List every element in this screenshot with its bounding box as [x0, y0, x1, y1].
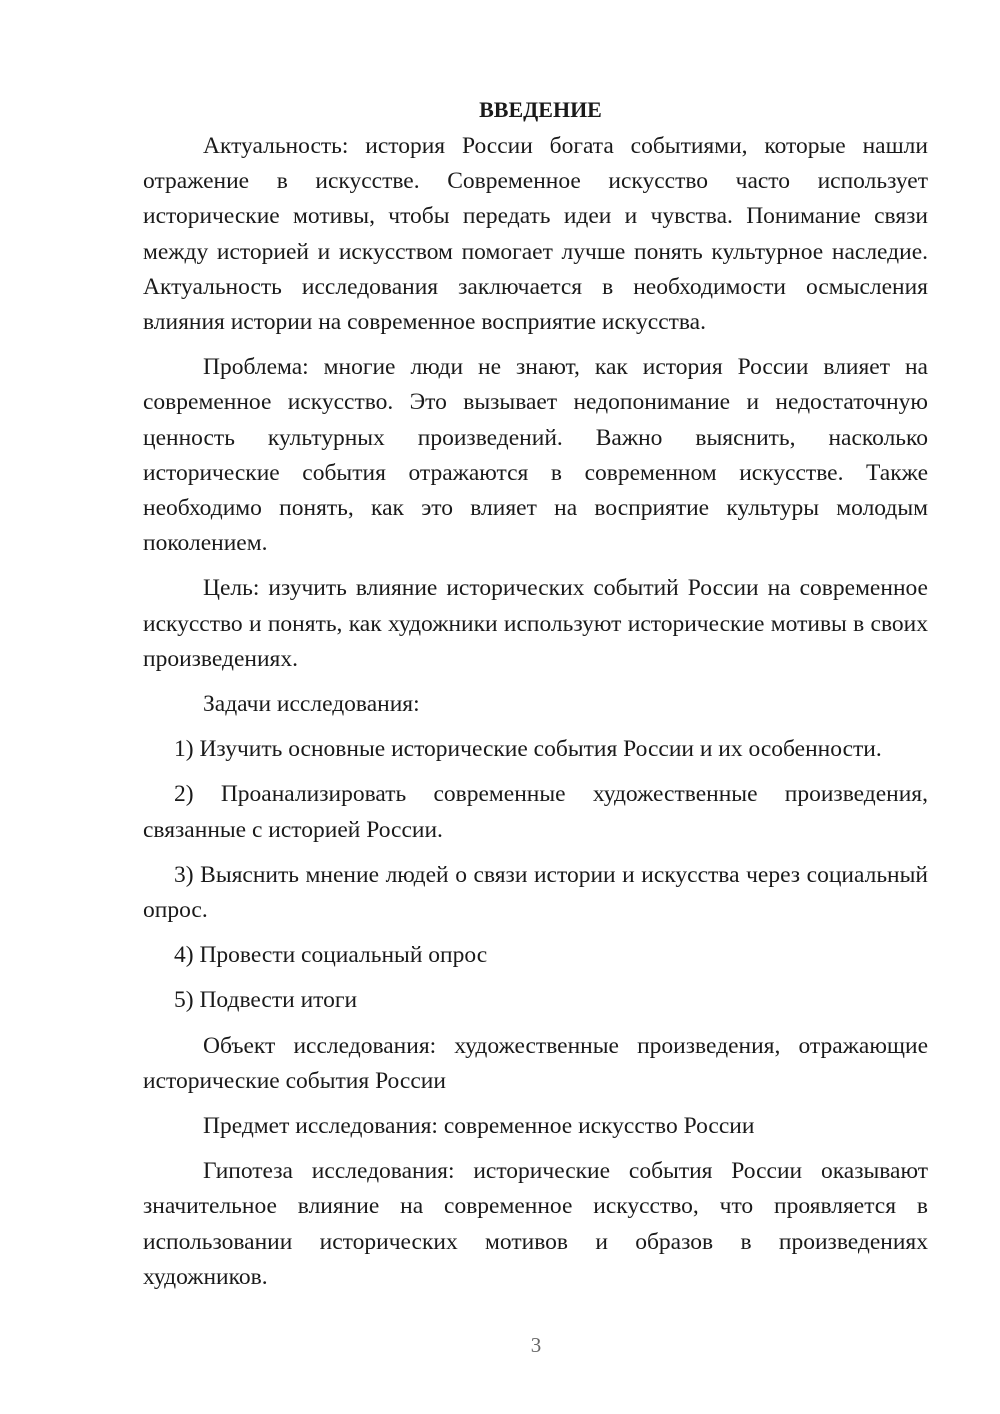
task-item-3: 3) Выяснить мнение людей о связи истории и искусства через социальный опрос.: [143, 861, 928, 924]
paragraph-problem: Проблема: многие люди не знают, как история России влияет на современное искусство. Это вызывает недопонимание и недостаточную ценность культурных произведений. Важно выяснить, насколько исторические события отражаются в современном искусстве. Также необходимо понять, как это влияет на восприятие культуры молодым поколением.: [143, 354, 928, 557]
task-item-4: 4) Провести социальный опрос: [174, 942, 488, 969]
task-item-5: 5) Подвести итоги: [174, 987, 358, 1014]
page-title: ВВЕДЕНИЕ: [479, 97, 602, 122]
task-item-1: 1) Изучить основные исторические события России и их особенности.: [174, 736, 882, 763]
paragraph-subject: Предмет исследования: современное искусство России: [203, 1113, 755, 1140]
paragraph-object: Объект исследования: художественные произведения, отражающие исторические события России: [143, 1032, 928, 1094]
task-item-2: 2) Проанализировать современные художественные произведения, связанные с историей России.: [143, 781, 928, 843]
page-content: [143, 92, 928, 1305]
page-number: 3: [530, 1333, 542, 1357]
paragraph-relevance: Актуальность: история России богата событиями, которые нашли отражение в искусстве. Современное искусство часто использует исторические мотивы, чтобы передать идеи и чувства. Понимание связи между историей и искусством помогает лучше понять культурное наследие. Актуальность исследования заключается в необходимости осмысления влияния истории на современное восприятие искусства.: [143, 133, 928, 336]
paragraph-goal: Цель: изучить влияние исторических событий России на современное искусство и понять, как художники используют исторические мотивы в своих произведениях.: [143, 575, 928, 672]
paragraph-tasks-heading: Задачи исследования:: [203, 691, 420, 718]
paragraph-hypothesis: Гипотеза исследования: исторические события России оказывают значительное влияние на современное искусство, что проявляется в использовании исторических мотивов и образов в произведениях художников.: [143, 1158, 928, 1290]
